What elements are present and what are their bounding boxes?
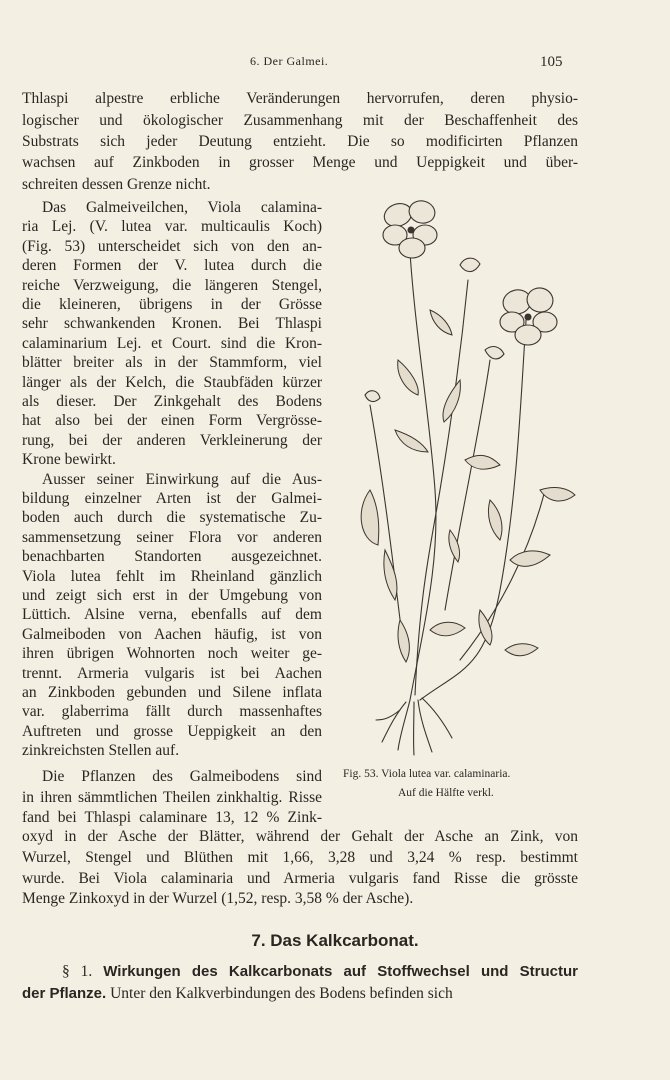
running-head: 6. Der Galmei. — [250, 54, 329, 68]
text-line: rung, bei der anderen Verkleinerung der — [22, 431, 322, 449]
text-line: Menge Zinkoxyd in der Wurzel (1,52, resp. 3,58 % der Asche). — [22, 890, 414, 907]
text-line: var. glaberrima fällt durch massenhaftes — [22, 703, 322, 721]
text-line: calaminarium Lej. et Court. sind die Kron- — [22, 334, 322, 352]
section-subtitle: Wirkungen des Kalkcarbonats auf Stoffwechsel und Structur — [103, 963, 579, 980]
text-line: Die Pflanzen des Galmeibodens sind — [42, 768, 322, 785]
text-line: sehr schwankenden Kronen. Bei Thlaspi — [22, 315, 322, 333]
text-line: benachbarten Standorten ausgezeichnet. — [22, 548, 322, 566]
text-line: wachsen auf Zinkboden in grosser Menge und Ueppigkeit und über- — [22, 154, 578, 171]
text-line: hat also bei der einen Form Vergrösse- — [22, 412, 322, 430]
text-line: die kleineren, übrigens in der Grösse — [22, 296, 322, 313]
text-line: ihren übrigen Wohnorten noch weiter ge- — [22, 645, 322, 663]
text-line: und zeigt sich erst in der Umgebung von — [22, 587, 322, 604]
text-line: deren Formen der V. lutea durch die — [22, 257, 322, 275]
text-line: länger als der Kelch, die Staubfäden kürzer — [22, 373, 322, 391]
text-line: als dieser. Der Zinkgehalt des Bodens — [22, 393, 322, 410]
text-line: sammensetzung seiner Flora vor anderen — [22, 528, 322, 546]
text-line: blätter breiter als in der Stammform, viel — [22, 354, 322, 372]
text-line: bildung einzelner Arten ist der Galmei- — [22, 490, 322, 507]
text-line: boden auch durch die systematische Zu- — [22, 509, 322, 527]
text-line: oxyd in der Asche der Blätter, während der Gehalt der Asche an Zink, von — [22, 828, 578, 845]
text-line: Galmeiboden von Aachen häufig, ist von — [22, 625, 322, 643]
page-number: 105 — [540, 54, 563, 70]
text-line: reiche Verzweigung, die längeren Stengel, — [22, 276, 322, 294]
text-fragment: Unter den Kalkverbindungen des Bodens befinden sich — [110, 985, 453, 1002]
text-line: Viola lutea fehlt im Rheinland gänzlich — [22, 567, 322, 585]
text-line: Krone bewirkt. — [22, 451, 116, 469]
text-line: Das Galmeiveilchen, Viola calamina- — [42, 199, 322, 216]
paragraph-mark: § 1. — [62, 963, 93, 980]
text-line: Lüttich. Alsine verna, ebenfalls auf dem — [22, 606, 322, 624]
text-line: Ausser seiner Einwirkung auf die Aus- — [42, 470, 322, 488]
text-line: schreiten dessen Grenze nicht. — [22, 176, 211, 193]
text-line: Substrats sich jeder Deutung entzieht. Die so modificirten Pflanzen — [22, 133, 578, 150]
figure-caption: Fig. 53. Viola lutea var. calaminaria. — [343, 768, 511, 780]
section-subheading-line — [22, 962, 578, 982]
text-line: zinkreichsten Stellen auf. — [22, 742, 180, 760]
text-line: ria Lej. (V. lutea var. multicaulis Koch) — [22, 218, 322, 236]
section-subheading-line — [22, 984, 578, 1004]
text-line: an Zinkboden gebunden und Silene inflata — [22, 684, 322, 701]
text-line: trennt. Armeria vulgaris ist bei Aachen — [22, 664, 322, 682]
viola-plant-illustration — [340, 190, 590, 760]
text-line: wurde. Bei Viola calaminaria und Armeria vulgaris fand Risse die grösste — [22, 870, 578, 887]
text-line: in ihren sämmtlichen Theilen zinkhaltig. Risse — [22, 789, 322, 806]
text-line: Wurzel, Stengel und Blüthen mit 1,66, 3,28 und 3,24 % resp. bestimmt — [22, 849, 578, 866]
page-header — [0, 54, 670, 74]
text-line: fand bei Thlaspi calaminare 13, 12 % Zink- — [22, 809, 322, 826]
text-line: Thlaspi alpestre erbliche Veränderungen hervorrufen, deren physio- — [22, 90, 578, 107]
text-line: logischer und ökologischer Zusammenhang mit der Beschaffenheit des — [22, 112, 578, 129]
text-line: (Fig. 53) unterscheidet sich von den an- — [22, 237, 322, 255]
section-subtitle-end: der Pflanze. — [22, 985, 107, 1002]
text-line: Auftreten und grosse Ueppigkeit an den — [22, 722, 322, 740]
section-heading: 7. Das Kalkcarbonat. — [251, 931, 419, 950]
figure-caption-note: Auf die Hälfte verkl. — [398, 787, 494, 799]
